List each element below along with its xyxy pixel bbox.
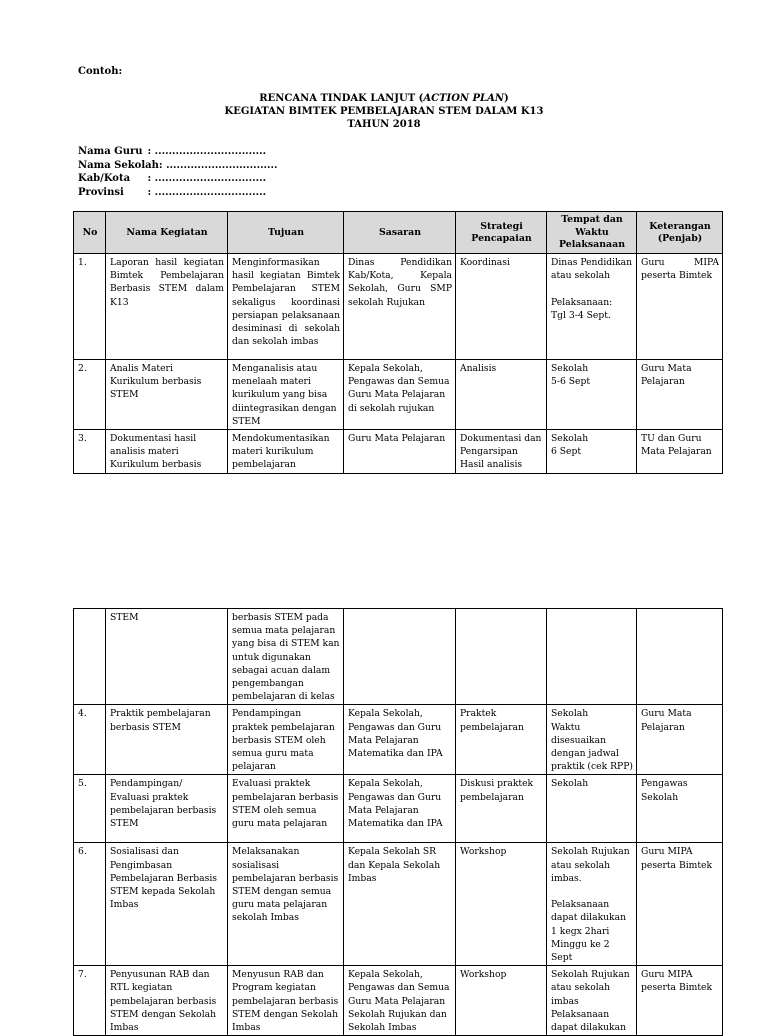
cell-tujuan: Pendampingan praktek pembelajaran berbasis STEM oleh semua guru mata pelajaran (228, 705, 344, 775)
cell-sasaran: Kepala Sekolah, Pengawas dan Semua Guru Mata Pelajaran Sekolah Rujukan dan Sekolah Imbas (344, 966, 456, 1036)
table-row (74, 609, 723, 705)
cell-tempat: Sekolah Waktu disesuaikan dengan jadwal praktik (cek RPP) (547, 705, 637, 775)
cell-strategi: Workshop (456, 843, 547, 966)
cell-tempat (547, 609, 637, 705)
cell-kegiatan: Praktik pembelajaran berbasis STEM (106, 705, 228, 775)
title-line-1: RENCANA TINDAK LANJUT (ACTION PLAN) (259, 93, 509, 104)
cell-strategi: Diskusi praktek pembelajaran (456, 775, 547, 843)
cell-keterangan: Guru MIPA peserta Bimtek (637, 966, 723, 1036)
table-row (74, 430, 723, 474)
title-line-3: TAHUN 2018 (347, 119, 421, 130)
cell-keterangan: Guru MIPA peserta Bimtek (637, 254, 723, 360)
table-row (74, 775, 723, 843)
cell-tempat: Sekolah Rujukan atau sekolah imbas. Pelaksanaan dapat dilakukan 1 kegx 2hari Minggu ke 2 Sept (547, 843, 637, 966)
cell-no: 1. (74, 254, 106, 360)
cell-strategi (456, 609, 547, 705)
cell-no: 3. (74, 430, 106, 474)
cell-kegiatan: Laporan hasil kegiatan Bimtek Pembelajaran Berbasis STEM dalam K13 (106, 254, 228, 360)
cell-strategi: Dokumentasi dan Pengarsipan Hasil analisis (456, 430, 547, 474)
cell-kegiatan: Sosialisasi dan Pengimbasan Pembelajaran Berbasis STEM kepada Sekolah Imbas (106, 843, 228, 966)
cell-keterangan: Guru Mata Pelajaran (637, 360, 723, 430)
identity-block (78, 145, 277, 199)
cell-tujuan: Menganalisis atau menelaah materi kurikulum yang bisa diintegrasikan dengan STEM (228, 360, 344, 430)
cell-sasaran: Guru Mata Pelajaran (344, 430, 456, 474)
cell-sasaran: Kepala Sekolah, Pengawas dan Guru Mata Pelajaran Matematika dan IPA (344, 775, 456, 843)
cell-no: 5. (74, 775, 106, 843)
header-row (74, 212, 723, 254)
cell-sasaran: Kepala Sekolah, Pengawas dan Guru Mata Pelajaran Matematika dan IPA (344, 705, 456, 775)
table-row (74, 843, 723, 966)
cell-tujuan: Melaksanakan sosialisasi pembelajaran berbasis STEM dengan semua guru mata pelajaran sekolah Imbas (228, 843, 344, 966)
header-strategi: Strategi Pencapaian (456, 212, 547, 254)
cell-sasaran (344, 609, 456, 705)
cell-no: 6. (74, 843, 106, 966)
cell-kegiatan: Penyusunan RAB dan RTL kegiatan pembelajaran berbasis STEM dengan Sekolah Imbas (106, 966, 228, 1036)
cell-no: 7. (74, 966, 106, 1036)
cell-tujuan: Menyusun RAB dan Program kegiatan pembelajaran berbasis STEM dengan Sekolah Imbas (228, 966, 344, 1036)
cell-sasaran: Kepala Sekolah SR dan Kepala Sekolah Imbas (344, 843, 456, 966)
cell-strategi: Workshop (456, 966, 547, 1036)
cell-strategi: Analisis (456, 360, 547, 430)
identity-row-kab-kota: Kab/Kota : ................................ (78, 173, 267, 184)
cell-keterangan: TU dan Guru Mata Pelajaran (637, 430, 723, 474)
identity-row-nama-guru: Nama Guru : ................................ (78, 146, 267, 157)
cell-sasaran: Kepala Sekolah, Pengawas dan Semua Guru Mata Pelajaran di sekolah rujukan (344, 360, 456, 430)
header-tempat: Tempat dan Waktu Pelaksanaan (547, 212, 637, 254)
identity-row-provinsi: Provinsi : ................................ (78, 186, 267, 198)
cell-strategi: Koordinasi (456, 254, 547, 360)
cell-keterangan: Guru Mata Pelajaran (637, 705, 723, 775)
cell-kegiatan: STEM (106, 609, 228, 705)
cell-sasaran: Dinas Pendidikan Kab/Kota, Kepala Sekolah, Guru SMP sekolah Rujukan (344, 254, 456, 360)
cell-strategi: Praktek pembelajaran (456, 705, 547, 775)
page-gap (0, 480, 768, 600)
header-keterangan: Keterangan (Penjab) (637, 212, 723, 254)
cell-keterangan (637, 609, 723, 705)
cell-tempat: Sekolah Rujukan atau sekolah imbas Pelaksanaan dapat dilakukan (547, 966, 637, 1036)
cell-kegiatan: Analis Materi Kurikulum berbasis STEM (106, 360, 228, 430)
title-line-2: KEGIATAN BIMTEK PEMBELAJARAN STEM DALAM K13 (224, 106, 544, 117)
table-row (74, 705, 723, 775)
table-row (74, 360, 723, 430)
cell-tujuan: Evaluasi praktek pembelajaran berbasis STEM oleh semua guru mata pelajaran (228, 775, 344, 843)
identity-row-nama-sekolah: Nama Sekolah: ................................ (78, 159, 278, 171)
cell-tujuan: Mendokumentasikan materi kurikulum pembelajaran (228, 430, 344, 474)
header-no: No (74, 212, 106, 254)
table-row (74, 966, 723, 1036)
header-sasaran: Sasaran (344, 212, 456, 254)
cell-keterangan: Guru MIPA peserta Bimtek (637, 843, 723, 966)
cell-tempat: Sekolah (547, 775, 637, 843)
table-row (74, 254, 723, 360)
example-label: Contoh: (78, 66, 123, 77)
cell-tempat: Sekolah 6 Sept (547, 430, 637, 474)
document-title (0, 92, 768, 131)
cell-no: 2. (74, 360, 106, 430)
action-plan-table-page-2 (73, 608, 723, 1036)
cell-tujuan: Menginformasikan hasil kegiatan Bimtek Pembelajaran STEM sekaligus koordinasi persiapan pelaksanaan desiminasi di sekolah dan sekolah imbas (228, 254, 344, 360)
cell-tempat: Dinas Pendidikan atau sekolah Pelaksanaan: Tgl 3-4 Sept. (547, 254, 637, 360)
cell-keterangan: Pengawas Sekolah (637, 775, 723, 843)
cell-no: 4. (74, 705, 106, 775)
cell-tempat: Sekolah 5-6 Sept (547, 360, 637, 430)
cell-kegiatan: Pendampingan/ Evaluasi praktek pembelajaran berbasis STEM (106, 775, 228, 843)
action-plan-table-page-1 (73, 211, 723, 474)
cell-kegiatan: Dokumentasi hasil analisis materi Kurikulum berbasis (106, 430, 228, 474)
header-tujuan: Tujuan (228, 212, 344, 254)
cell-no (74, 609, 106, 705)
cell-tujuan: berbasis STEM pada semua mata pelajaran yang bisa di STEM kan untuk digunakan sebagai acuan dalam pengembangan pembelajaran di kelas (228, 609, 344, 705)
header-kegiatan: Nama Kegiatan (106, 212, 228, 254)
